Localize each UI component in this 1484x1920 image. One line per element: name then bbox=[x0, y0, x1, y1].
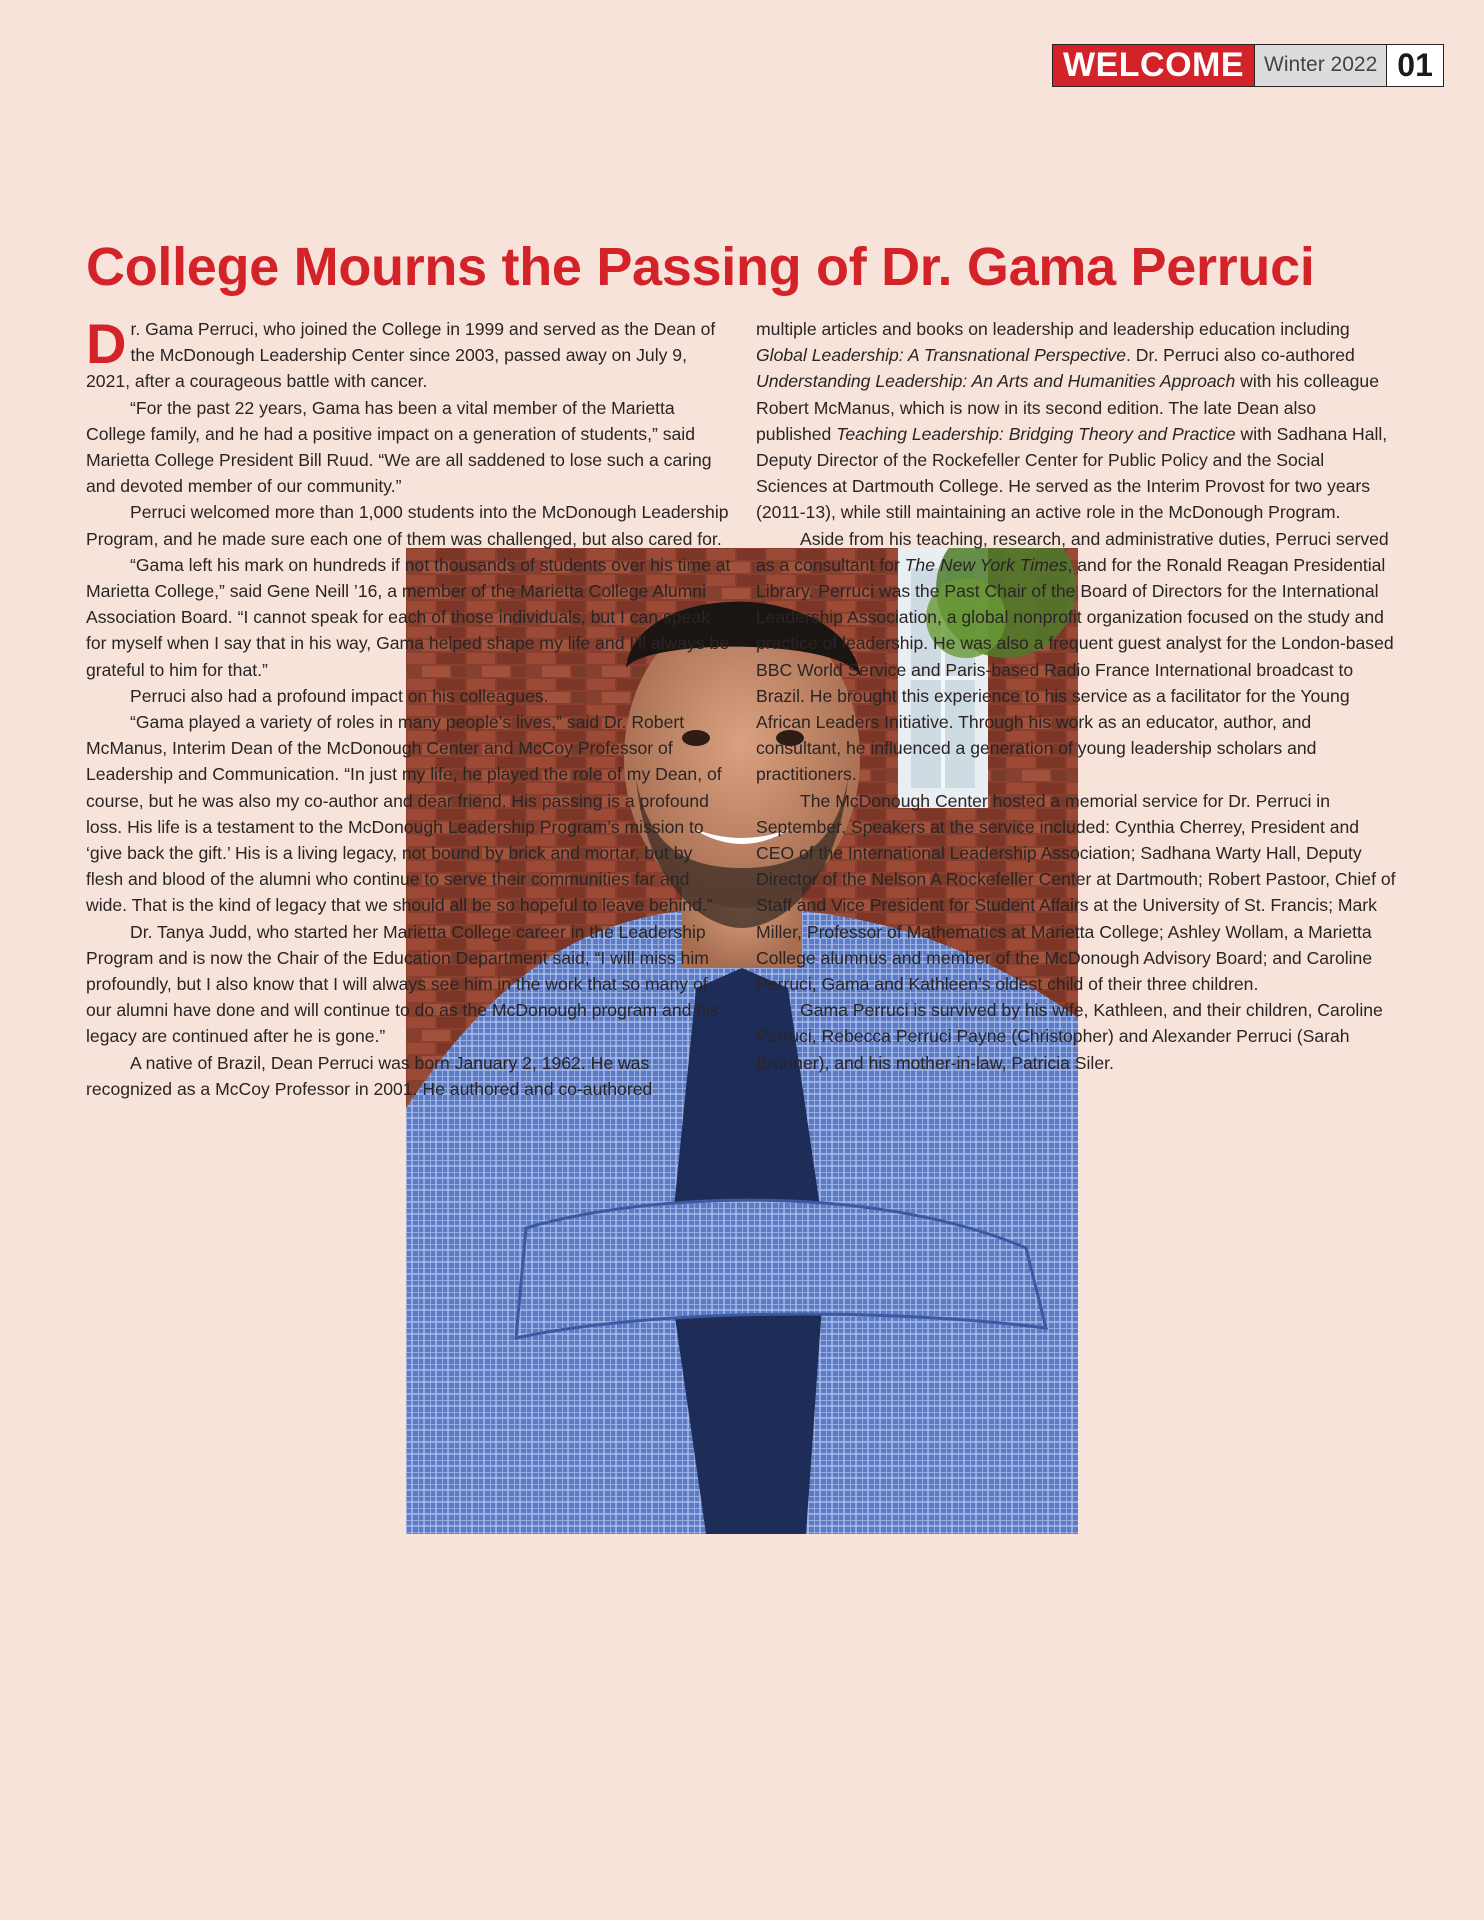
issue-label: Winter 2022 bbox=[1255, 45, 1387, 86]
paragraph: “Gama played a variety of roles in many people’s lives,” said Dr. Robert McManus, Interim Dean of the McDonough Center and McCoy Professor of Leadership and Communication. “In just my life, he played the role of my Dean, of course, but he was also my co-author and dear friend. His passing is a profound loss. His life is a testament to the McDonough Leadership Program’s mission to ‘give back the gift.’ His is a living legacy, not bound by brick and mortar, but by flesh and blood of the alumni who continue to serve their communities far and wide. That is the kind of legacy that we should all be so hopeful to leave behind.” bbox=[86, 712, 722, 916]
article-right-column bbox=[756, 316, 1396, 1076]
paragraph: A native of Brazil, Dean Perruci was born January 2, 1962. He was recognized as a McCoy Professor in 2001. He authored and co-authored bbox=[86, 1052, 653, 1099]
drop-cap: D bbox=[86, 312, 127, 375]
article-left-column bbox=[86, 312, 731, 1102]
book-title: Understanding Leadership: An Arts and Humanities Approach bbox=[756, 371, 1236, 392]
book-title: Global Leadership: A Transnational Perspective bbox=[756, 345, 1127, 366]
paragraph: multiple articles and books on leadership and leadership education including Global Leadership: A Transnational Perspective. Dr. Perruci also co-authored Understanding Leadership: An Arts and Humanities Approach with his colleague Robert McManus, which is now in its second edition. The late Dean also published Teaching Leadership: Bridging Theory and Practice with Sadhana Hall, Deputy Director of the Rockefeller Center for Public Policy and the Social Sciences at Dartmouth College. He served as the Interim Provost for two years (2011-13), while still maintaining an active role in the McDonough Program. bbox=[756, 319, 1388, 523]
article-title: College Mourns the Passing of Dr. Gama Perruci bbox=[86, 237, 1315, 297]
paragraph: Perruci welcomed more than 1,000 students into the McDonough Leadership Program, and he made sure each one of them was challenged, but also cared for. bbox=[86, 502, 729, 549]
paragraph: Dr. Tanya Judd, who started her Marietta College career in the Leadership Program and is now the Chair of the Education Department said, “I will miss him profoundly, but I also know that I will always see him in the work that so many of our alumni have done and will continue to do as the McDonough program and his legacy are continued after he is gone.” bbox=[86, 921, 719, 1047]
paragraph: Gama Perruci is survived by his wife, Kathleen, and their children, Caroline Perruci, Rebecca Perruci Payne (Christopher) and Alexander Perruci (Sarah Brunner), and his mother-in-law, Patricia Siler. bbox=[756, 1000, 1383, 1073]
book-title: Teaching Leadership: Bridging Theory and Practice bbox=[836, 423, 1236, 444]
paragraph: Perruci also had a profound impact on his colleagues. bbox=[130, 685, 549, 706]
page-number: 01 bbox=[1387, 45, 1443, 86]
paragraph: “For the past 22 years, Gama has been a vital member of the Marietta College family, and he had a positive impact on a generation of students,” said Marietta College President Bill Ruud. “We are all saddened to lose such a caring and devoted member of our community.” bbox=[86, 397, 712, 497]
paragraph: The McDonough Center hosted a memorial service for Dr. Perruci in September. Speakers at the service included: Cynthia Cherrey, President and CEO of the International Leadership Association; Sadhana Warty Hall, Deputy Director of the Nelson A Rockefeller Center at Dartmouth; Robert Pastoor, Chief of Staff and Vice President for Student Affairs at the University of St. Francis; Mark Miller, Professor of Mathematics at Marietta College; Ashley Wollam, a Marietta College alumnus and member of the McDonough Advisory Board; and Caroline Perruci, Gama and Kathleen’s oldest child of their three children. bbox=[756, 790, 1396, 995]
paragraph: “Gama left his mark on hundreds if not thousands of students over his time at Marietta College,” said Gene Neill ’16, a member of the Marietta College Alumni Association Board. “I cannot speak for each of those individuals, but I can speak for myself when I say that in his way, Gama helped shape my life and I’ll always be grateful to him for that.” bbox=[86, 554, 731, 680]
paragraph: Dr. Gama Perruci, who joined the College in 1999 and served as the Dean of the McDonough Leadership Center since 2003, passed away on July 9, 2021, after a courageous battle with cancer. bbox=[86, 312, 716, 392]
publication-title: The New York Times bbox=[904, 554, 1068, 575]
header-badge bbox=[1052, 44, 1444, 87]
paragraph: Aside from his teaching, research, and administrative duties, Perruci served as a consultant for The New York Times, and for the Ronald Reagan Presidential Library. Perruci was the Past Chair of the Board of Directors for the International Leadership Association, a global nonprofit organization focused on the study and practice of leadership. He was also a frequent guest analyst for the London-based BBC World Service and Paris-based Radio France International broadcast to Brazil. He brought this experience to his service as a facilitator for the Young African Leaders Initiative. Through his work as an educator, author, and consultant, he influenced a generation of young leadership scholars and practitioners. bbox=[756, 528, 1394, 785]
section-label: WELCOME bbox=[1053, 45, 1255, 86]
